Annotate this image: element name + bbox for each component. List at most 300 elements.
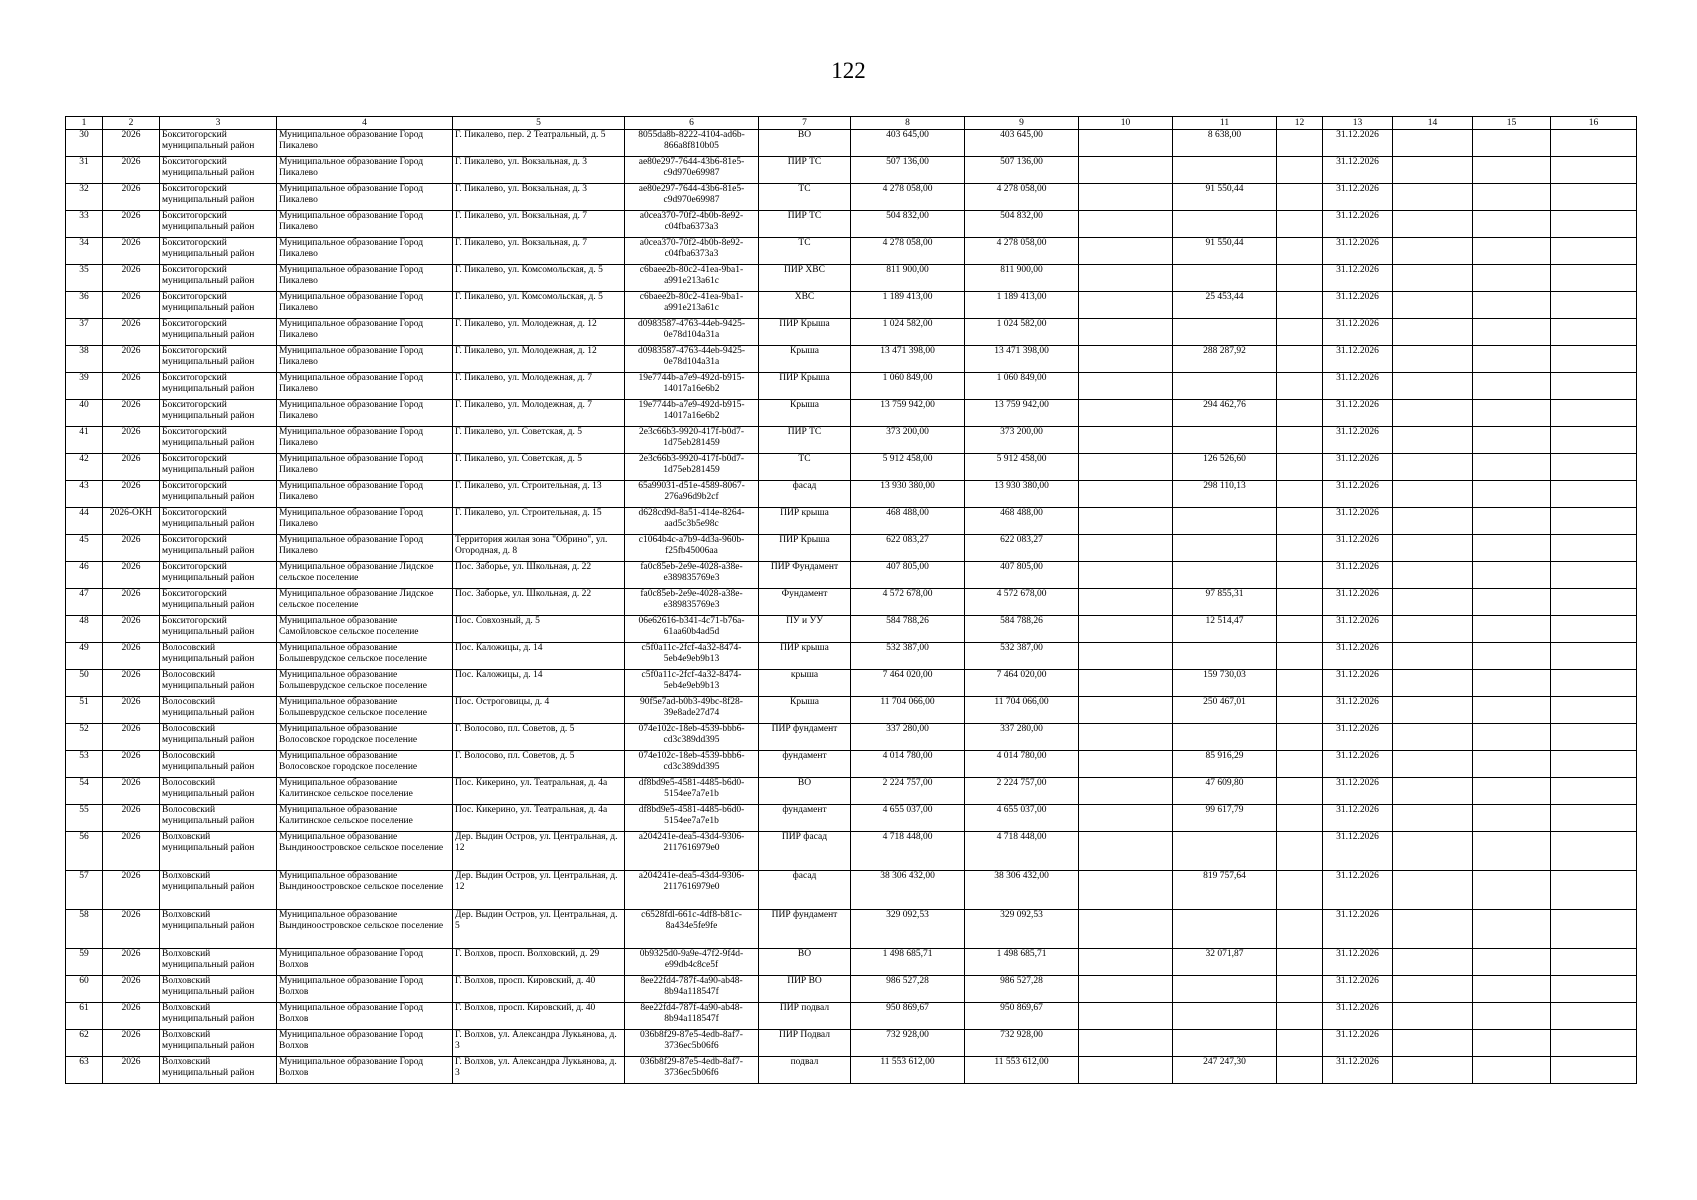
municipality-cell: Муниципальное образование Город Волхов <box>277 1057 453 1084</box>
municipality-cell: Муниципальное образование Город Пикалево <box>277 427 453 454</box>
house-id-cell: df8bd9e5-4581-4485-b6d0-5154ee7a7e1b <box>625 778 759 805</box>
empty-cell-16 <box>1551 670 1637 697</box>
funding-cell: 407 805,00 <box>965 562 1079 589</box>
empty-cell-15 <box>1473 778 1551 805</box>
house-id-cell: d628cd9d-8a51-414e-8264-aad5c3b5e98c <box>625 508 759 535</box>
empty-cell-16 <box>1551 481 1637 508</box>
completion-date-cell: 31.12.2026 <box>1323 508 1393 535</box>
empty-cell-14 <box>1393 832 1473 871</box>
empty-cell-12 <box>1277 1003 1323 1030</box>
work-type-cell: ПИР ВО <box>759 976 851 1003</box>
table-row <box>66 130 1637 157</box>
district-cell: Бокситогорский муниципальный район <box>160 616 277 643</box>
table-row <box>66 508 1637 535</box>
year-cell: 2026 <box>103 778 160 805</box>
empty-cell-16 <box>1551 238 1637 265</box>
column-header: 4 <box>277 117 453 130</box>
completion-date-cell: 31.12.2026 <box>1323 805 1393 832</box>
empty-cell-16 <box>1551 346 1637 373</box>
address-cell: Г. Пикалево, ул. Вокзальная, д. 3 <box>453 184 625 211</box>
row-number-cell: 37 <box>66 319 103 346</box>
empty-cell-15 <box>1473 751 1551 778</box>
empty-cell-12 <box>1277 976 1323 1003</box>
work-type-cell: ВО <box>759 130 851 157</box>
district-cell: Волховский муниципальный район <box>160 910 277 949</box>
municipality-cell: Муниципальное образование Калитинское сельское поселение <box>277 805 453 832</box>
column-header: 13 <box>1323 117 1393 130</box>
house-id-cell: 036b8f29-87e5-4edb-8af7-3736ec5b06f6 <box>625 1057 759 1084</box>
empty-cell-10 <box>1079 871 1173 910</box>
completion-date-cell: 31.12.2026 <box>1323 427 1393 454</box>
empty-cell-14 <box>1393 184 1473 211</box>
funding-cell: 7 464 020,00 <box>965 670 1079 697</box>
district-cell: Волосовский муниципальный район <box>160 805 277 832</box>
year-cell: 2026 <box>103 643 160 670</box>
year-cell: 2026 <box>103 949 160 976</box>
address-cell: Пос. Заборье, ул. Школьная, д. 22 <box>453 589 625 616</box>
empty-cell-14 <box>1393 697 1473 724</box>
empty-cell-15 <box>1473 265 1551 292</box>
empty-cell-12 <box>1277 130 1323 157</box>
year-cell: 2026 <box>103 400 160 427</box>
table-row <box>66 751 1637 778</box>
year-cell: 2026 <box>103 265 160 292</box>
amount-cell <box>1173 427 1277 454</box>
address-cell: Г. Пикалево, ул. Вокзальная, д. 7 <box>453 238 625 265</box>
address-cell: Пос. Заборье, ул. Школьная, д. 22 <box>453 562 625 589</box>
house-id-cell: fa0c85eb-2e9e-4028-a38e-e389835769e3 <box>625 562 759 589</box>
house-id-cell: a204241e-dea5-43d4-9306-2117616979e0 <box>625 832 759 871</box>
total-cost-cell: 407 805,00 <box>851 562 965 589</box>
work-type-cell: подвал <box>759 1057 851 1084</box>
row-number-cell: 46 <box>66 562 103 589</box>
house-id-cell: 2e3c66b3-9920-417f-b0d7-1d75eb281459 <box>625 427 759 454</box>
year-cell: 2026 <box>103 562 160 589</box>
empty-cell-10 <box>1079 130 1173 157</box>
empty-cell-16 <box>1551 751 1637 778</box>
completion-date-cell: 31.12.2026 <box>1323 292 1393 319</box>
work-type-cell: ПИР Крыша <box>759 373 851 400</box>
empty-cell-16 <box>1551 292 1637 319</box>
row-number-cell: 54 <box>66 778 103 805</box>
district-cell: Бокситогорский муниципальный район <box>160 427 277 454</box>
empty-cell-15 <box>1473 1003 1551 1030</box>
empty-cell-14 <box>1393 976 1473 1003</box>
empty-cell-14 <box>1393 1057 1473 1084</box>
funding-cell: 329 092,53 <box>965 910 1079 949</box>
work-type-cell: Крыша <box>759 400 851 427</box>
empty-cell-14 <box>1393 724 1473 751</box>
empty-cell-14 <box>1393 1030 1473 1057</box>
funding-cell: 11 704 066,00 <box>965 697 1079 724</box>
column-header: 2 <box>103 117 160 130</box>
work-type-cell: ПИР Крыша <box>759 535 851 562</box>
total-cost-cell: 11 553 612,00 <box>851 1057 965 1084</box>
amount-cell: 298 110,13 <box>1173 481 1277 508</box>
funding-cell: 986 527,28 <box>965 976 1079 1003</box>
year-cell: 2026 <box>103 319 160 346</box>
amount-cell: 159 730,03 <box>1173 670 1277 697</box>
address-cell: Г. Пикалево, ул. Строительная, д. 15 <box>453 508 625 535</box>
total-cost-cell: 622 083,27 <box>851 535 965 562</box>
empty-cell-12 <box>1277 805 1323 832</box>
empty-cell-16 <box>1551 697 1637 724</box>
empty-cell-15 <box>1473 871 1551 910</box>
empty-cell-12 <box>1277 670 1323 697</box>
empty-cell-12 <box>1277 508 1323 535</box>
empty-cell-12 <box>1277 751 1323 778</box>
work-type-cell: ПИР подвал <box>759 1003 851 1030</box>
empty-cell-14 <box>1393 427 1473 454</box>
total-cost-cell: 5 912 458,00 <box>851 454 965 481</box>
year-cell: 2026 <box>103 1030 160 1057</box>
total-cost-cell: 403 645,00 <box>851 130 965 157</box>
column-header: 8 <box>851 117 965 130</box>
funding-cell: 1 024 582,00 <box>965 319 1079 346</box>
amount-cell <box>1173 1030 1277 1057</box>
empty-cell-15 <box>1473 508 1551 535</box>
work-type-cell: ПИР ТС <box>759 157 851 184</box>
total-cost-cell: 337 280,00 <box>851 724 965 751</box>
empty-cell-15 <box>1473 319 1551 346</box>
column-header: 7 <box>759 117 851 130</box>
work-type-cell: крыша <box>759 670 851 697</box>
row-number-cell: 63 <box>66 1057 103 1084</box>
empty-cell-12 <box>1277 871 1323 910</box>
empty-cell-12 <box>1277 949 1323 976</box>
work-type-cell: ВО <box>759 949 851 976</box>
municipality-cell: Муниципальное образование Город Пикалево <box>277 373 453 400</box>
work-type-cell: ТС <box>759 454 851 481</box>
municipality-cell: Муниципальное образование Город Пикалево <box>277 157 453 184</box>
empty-cell-16 <box>1551 643 1637 670</box>
table-row <box>66 481 1637 508</box>
empty-cell-15 <box>1473 454 1551 481</box>
empty-cell-10 <box>1079 319 1173 346</box>
funding-cell: 373 200,00 <box>965 427 1079 454</box>
empty-cell-15 <box>1473 616 1551 643</box>
column-header: 16 <box>1551 117 1637 130</box>
column-header: 6 <box>625 117 759 130</box>
house-id-cell: 2e3c66b3-9920-417f-b0d7-1d75eb281459 <box>625 454 759 481</box>
municipality-cell: Муниципальное образование Вындиноостровское сельское поселение <box>277 910 453 949</box>
empty-cell-12 <box>1277 481 1323 508</box>
total-cost-cell: 811 900,00 <box>851 265 965 292</box>
work-type-cell: ВО <box>759 778 851 805</box>
empty-cell-14 <box>1393 400 1473 427</box>
funding-cell: 622 083,27 <box>965 535 1079 562</box>
address-cell: Г. Пикалево, ул. Советская, д. 5 <box>453 427 625 454</box>
completion-date-cell: 31.12.2026 <box>1323 670 1393 697</box>
empty-cell-14 <box>1393 265 1473 292</box>
funding-cell: 1 060 849,00 <box>965 373 1079 400</box>
municipality-cell: Муниципальное образование Город Пикалево <box>277 454 453 481</box>
empty-cell-16 <box>1551 616 1637 643</box>
house-id-cell: c6baee2b-80c2-41ea-9ba1-a991e213a61c <box>625 265 759 292</box>
municipality-cell: Муниципальное образование Город Пикалево <box>277 211 453 238</box>
empty-cell-15 <box>1473 562 1551 589</box>
house-id-cell: a204241e-dea5-43d4-9306-2117616979e0 <box>625 871 759 910</box>
completion-date-cell: 31.12.2026 <box>1323 535 1393 562</box>
completion-date-cell: 31.12.2026 <box>1323 481 1393 508</box>
empty-cell-12 <box>1277 211 1323 238</box>
work-type-cell: фасад <box>759 871 851 910</box>
district-cell: Волосовский муниципальный район <box>160 778 277 805</box>
total-cost-cell: 1 060 849,00 <box>851 373 965 400</box>
empty-cell-10 <box>1079 616 1173 643</box>
empty-cell-16 <box>1551 832 1637 871</box>
amount-cell: 85 916,29 <box>1173 751 1277 778</box>
table-row <box>66 562 1637 589</box>
completion-date-cell: 31.12.2026 <box>1323 697 1393 724</box>
year-cell: 2026 <box>103 238 160 265</box>
empty-cell-14 <box>1393 1003 1473 1030</box>
municipality-cell: Муниципальное образование Город Пикалево <box>277 184 453 211</box>
district-cell: Бокситогорский муниципальный район <box>160 481 277 508</box>
empty-cell-15 <box>1473 805 1551 832</box>
total-cost-cell: 13 759 942,00 <box>851 400 965 427</box>
total-cost-cell: 1 024 582,00 <box>851 319 965 346</box>
empty-cell-12 <box>1277 265 1323 292</box>
completion-date-cell: 31.12.2026 <box>1323 589 1393 616</box>
amount-cell <box>1173 535 1277 562</box>
completion-date-cell: 31.12.2026 <box>1323 910 1393 949</box>
empty-cell-16 <box>1551 778 1637 805</box>
table-row <box>66 238 1637 265</box>
empty-cell-12 <box>1277 157 1323 184</box>
empty-cell-12 <box>1277 238 1323 265</box>
empty-cell-10 <box>1079 1057 1173 1084</box>
amount-cell <box>1173 265 1277 292</box>
address-cell: Г. Пикалево, ул. Вокзальная, д. 3 <box>453 157 625 184</box>
table-row <box>66 871 1637 910</box>
district-cell: Бокситогорский муниципальный район <box>160 535 277 562</box>
table-row <box>66 589 1637 616</box>
work-type-cell: ПУ и УУ <box>759 616 851 643</box>
empty-cell-15 <box>1473 910 1551 949</box>
municipality-cell: Муниципальное образование Город Пикалево <box>277 319 453 346</box>
table-row <box>66 319 1637 346</box>
empty-cell-16 <box>1551 562 1637 589</box>
work-type-cell: фундамент <box>759 805 851 832</box>
empty-cell-15 <box>1473 211 1551 238</box>
empty-cell-15 <box>1473 400 1551 427</box>
house-id-cell: 06e62616-b341-4c71-b76a-61aa60b4ad5d <box>625 616 759 643</box>
empty-cell-10 <box>1079 1003 1173 1030</box>
total-cost-cell: 584 788,26 <box>851 616 965 643</box>
year-cell: 2026 <box>103 871 160 910</box>
house-id-cell: a0cea370-70f2-4b0b-8e92-c04fba6373a3 <box>625 211 759 238</box>
row-number-cell: 43 <box>66 481 103 508</box>
register-table <box>65 116 1637 1084</box>
column-header: 11 <box>1173 117 1277 130</box>
district-cell: Бокситогорский муниципальный район <box>160 400 277 427</box>
address-cell: Г. Волхов, просп. Кировский, д. 40 <box>453 1003 625 1030</box>
row-number-cell: 58 <box>66 910 103 949</box>
total-cost-cell: 373 200,00 <box>851 427 965 454</box>
row-number-cell: 41 <box>66 427 103 454</box>
total-cost-cell: 13 930 380,00 <box>851 481 965 508</box>
completion-date-cell: 31.12.2026 <box>1323 949 1393 976</box>
house-id-cell: 0b9325d0-9a9e-47f2-9f4d-e99db4c8ce5f <box>625 949 759 976</box>
municipality-cell: Муниципальное образование Город Пикалево <box>277 130 453 157</box>
empty-cell-14 <box>1393 454 1473 481</box>
empty-cell-14 <box>1393 238 1473 265</box>
address-cell: Пос. Кикерино, ул. Театральная, д. 4а <box>453 778 625 805</box>
completion-date-cell: 31.12.2026 <box>1323 832 1393 871</box>
row-number-cell: 39 <box>66 373 103 400</box>
empty-cell-12 <box>1277 535 1323 562</box>
empty-cell-12 <box>1277 589 1323 616</box>
amount-cell: 288 287,92 <box>1173 346 1277 373</box>
municipality-cell: Муниципальное образование Большеврудское сельское поселение <box>277 697 453 724</box>
municipality-cell: Муниципальное образование Город Волхов <box>277 1003 453 1030</box>
total-cost-cell: 4 718 448,00 <box>851 832 965 871</box>
funding-cell: 38 306 432,00 <box>965 871 1079 910</box>
row-number-cell: 51 <box>66 697 103 724</box>
house-id-cell: df8bd9e5-4581-4485-b6d0-5154ee7a7e1b <box>625 805 759 832</box>
funding-cell: 5 912 458,00 <box>965 454 1079 481</box>
total-cost-cell: 4 278 058,00 <box>851 238 965 265</box>
amount-cell <box>1173 562 1277 589</box>
empty-cell-10 <box>1079 910 1173 949</box>
work-type-cell: ПИР Подвал <box>759 1030 851 1057</box>
amount-cell: 12 514,47 <box>1173 616 1277 643</box>
work-type-cell: Крыша <box>759 697 851 724</box>
empty-cell-10 <box>1079 238 1173 265</box>
municipality-cell: Муниципальное образование Город Пикалево <box>277 238 453 265</box>
funding-cell: 13 471 398,00 <box>965 346 1079 373</box>
municipality-cell: Муниципальное образование Город Пикалево <box>277 400 453 427</box>
funding-cell: 1 498 685,71 <box>965 949 1079 976</box>
empty-cell-10 <box>1079 481 1173 508</box>
empty-cell-15 <box>1473 346 1551 373</box>
empty-cell-15 <box>1473 427 1551 454</box>
municipality-cell: Муниципальное образование Лидское сельское поселение <box>277 562 453 589</box>
work-type-cell: фундамент <box>759 751 851 778</box>
funding-cell: 403 645,00 <box>965 130 1079 157</box>
empty-cell-15 <box>1473 589 1551 616</box>
district-cell: Бокситогорский муниципальный район <box>160 184 277 211</box>
year-cell: 2026 <box>103 481 160 508</box>
district-cell: Бокситогорский муниципальный район <box>160 130 277 157</box>
table-row <box>66 265 1637 292</box>
district-cell: Бокситогорский муниципальный район <box>160 508 277 535</box>
address-cell: Г. Волхов, просп. Волховский, д. 29 <box>453 949 625 976</box>
amount-cell: 247 247,30 <box>1173 1057 1277 1084</box>
total-cost-cell: 7 464 020,00 <box>851 670 965 697</box>
empty-cell-10 <box>1079 265 1173 292</box>
row-number-cell: 57 <box>66 871 103 910</box>
address-cell: Г. Волосово, пл. Советов, д. 5 <box>453 751 625 778</box>
total-cost-cell: 507 136,00 <box>851 157 965 184</box>
empty-cell-12 <box>1277 724 1323 751</box>
year-cell: 2026 <box>103 589 160 616</box>
page-number: 122 <box>831 58 866 83</box>
work-type-cell: фасад <box>759 481 851 508</box>
empty-cell-14 <box>1393 616 1473 643</box>
completion-date-cell: 31.12.2026 <box>1323 184 1393 211</box>
work-type-cell: ХВС <box>759 292 851 319</box>
municipality-cell: Муниципальное образование Большеврудское сельское поселение <box>277 670 453 697</box>
empty-cell-16 <box>1551 184 1637 211</box>
house-id-cell: 8055da8b-8222-4104-ad6b-866a8f810b05 <box>625 130 759 157</box>
work-type-cell: ТС <box>759 184 851 211</box>
district-cell: Бокситогорский муниципальный район <box>160 562 277 589</box>
table-row <box>66 724 1637 751</box>
work-type-cell: ТС <box>759 238 851 265</box>
completion-date-cell: 31.12.2026 <box>1323 643 1393 670</box>
total-cost-cell: 329 092,53 <box>851 910 965 949</box>
empty-cell-14 <box>1393 751 1473 778</box>
empty-cell-16 <box>1551 211 1637 238</box>
district-cell: Бокситогорский муниципальный район <box>160 157 277 184</box>
empty-cell-16 <box>1551 910 1637 949</box>
work-type-cell: ПИР фасад <box>759 832 851 871</box>
funding-cell: 4 278 058,00 <box>965 184 1079 211</box>
funding-cell: 337 280,00 <box>965 724 1079 751</box>
completion-date-cell: 31.12.2026 <box>1323 871 1393 910</box>
total-cost-cell: 1 189 413,00 <box>851 292 965 319</box>
year-cell: 2026 <box>103 724 160 751</box>
row-number-cell: 50 <box>66 670 103 697</box>
funding-cell: 504 832,00 <box>965 211 1079 238</box>
empty-cell-15 <box>1473 535 1551 562</box>
house-id-cell: ae80e297-7644-43b6-81e5-c9d970e69987 <box>625 157 759 184</box>
empty-cell-12 <box>1277 427 1323 454</box>
empty-cell-12 <box>1277 319 1323 346</box>
amount-cell: 294 462,76 <box>1173 400 1277 427</box>
empty-cell-16 <box>1551 535 1637 562</box>
municipality-cell: Муниципальное образование Город Пикалево <box>277 292 453 319</box>
amount-cell <box>1173 211 1277 238</box>
empty-cell-14 <box>1393 871 1473 910</box>
district-cell: Волосовский муниципальный район <box>160 724 277 751</box>
address-cell: Г. Пикалево, пер. 2 Театральный, д. 5 <box>453 130 625 157</box>
funding-cell: 532 387,00 <box>965 643 1079 670</box>
empty-cell-15 <box>1473 949 1551 976</box>
completion-date-cell: 31.12.2026 <box>1323 130 1393 157</box>
table-row <box>66 157 1637 184</box>
district-cell: Волосовский муниципальный район <box>160 643 277 670</box>
work-type-cell: Фундамент <box>759 589 851 616</box>
address-cell: Г. Пикалево, ул. Вокзальная, д. 7 <box>453 211 625 238</box>
empty-cell-10 <box>1079 724 1173 751</box>
column-header: 10 <box>1079 117 1173 130</box>
work-type-cell: ПИР ТС <box>759 427 851 454</box>
row-number-cell: 48 <box>66 616 103 643</box>
district-cell: Бокситогорский муниципальный район <box>160 238 277 265</box>
empty-cell-10 <box>1079 346 1173 373</box>
completion-date-cell: 31.12.2026 <box>1323 976 1393 1003</box>
work-type-cell: ПИР крыша <box>759 508 851 535</box>
amount-cell: 8 638,00 <box>1173 130 1277 157</box>
year-cell: 2026 <box>103 373 160 400</box>
empty-cell-14 <box>1393 346 1473 373</box>
district-cell: Волховский муниципальный район <box>160 871 277 910</box>
district-cell: Волховский муниципальный район <box>160 1057 277 1084</box>
table-row <box>66 535 1637 562</box>
year-cell: 2026 <box>103 346 160 373</box>
empty-cell-16 <box>1551 130 1637 157</box>
work-type-cell: ПИР ХВС <box>759 265 851 292</box>
empty-cell-16 <box>1551 265 1637 292</box>
empty-cell-14 <box>1393 949 1473 976</box>
empty-cell-15 <box>1473 157 1551 184</box>
address-cell: Г. Волхов, ул. Александра Лукьянова, д. 3 <box>453 1030 625 1057</box>
year-cell: 2026 <box>103 751 160 778</box>
year-cell: 2026 <box>103 1057 160 1084</box>
